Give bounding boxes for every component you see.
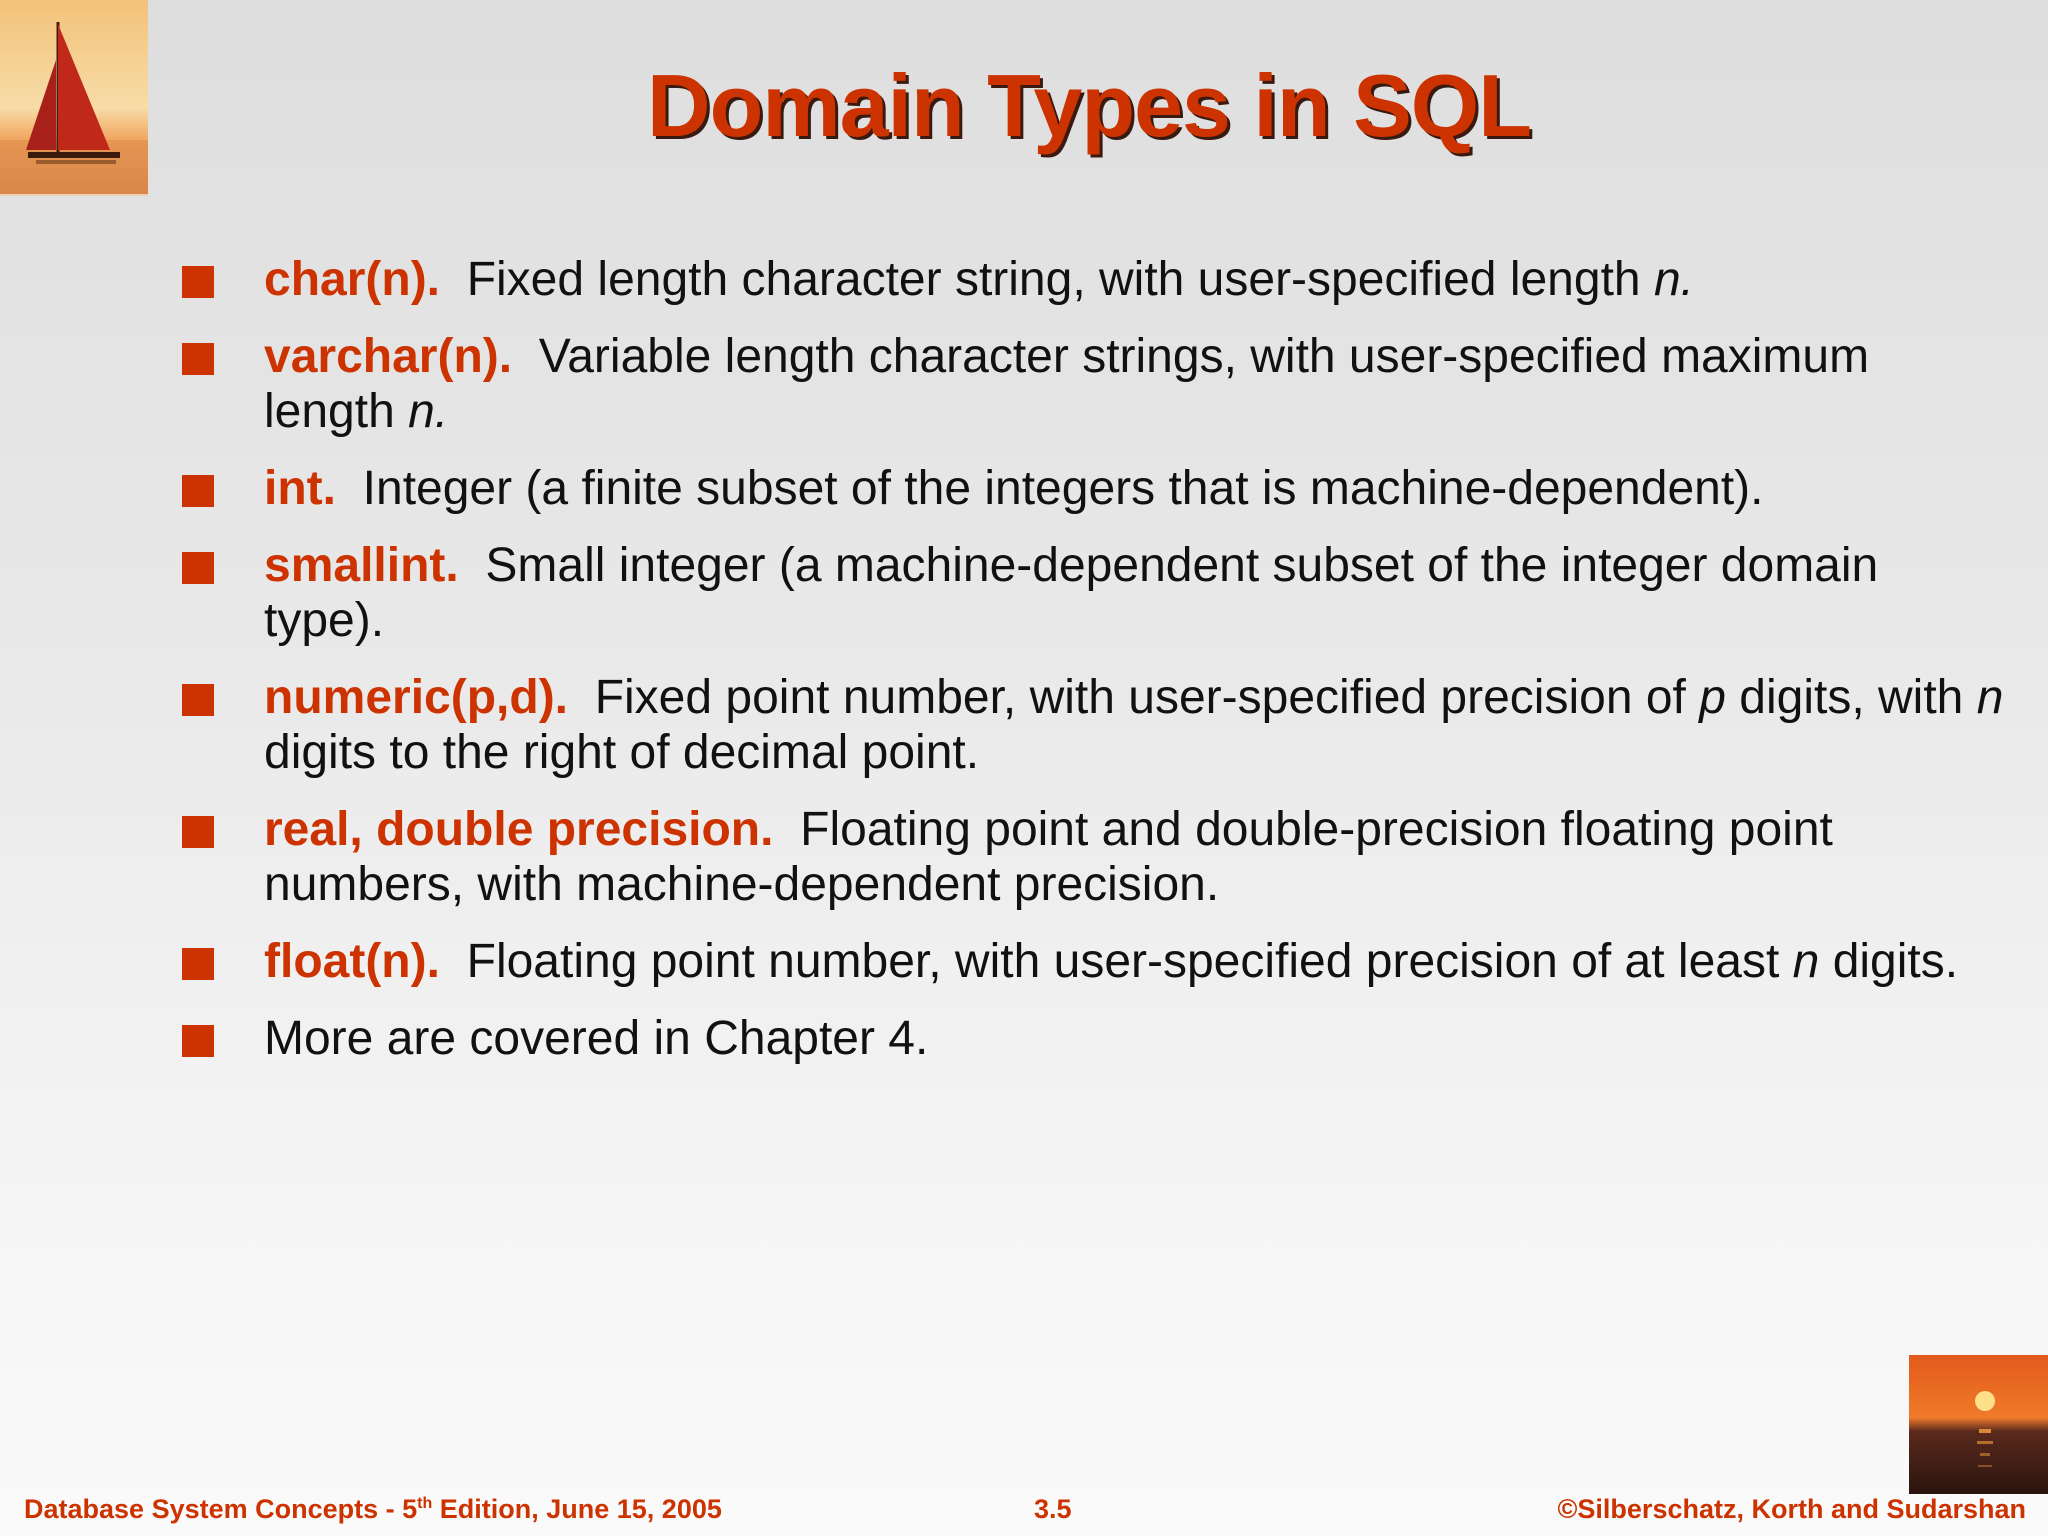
- square-bullet-icon: [182, 948, 214, 980]
- bullet-text: Fixed length character string, with user-specified length: [466, 253, 1654, 306]
- bullet-text-italic: n.: [408, 385, 449, 438]
- bullet-text: digits to the right of decimal point.: [264, 726, 980, 779]
- bullet-text: Variable length character strings, with user-specified maximum length: [264, 330, 1870, 438]
- square-bullet-icon: [182, 1025, 214, 1057]
- bullet-item-real: [180, 802, 2010, 912]
- bullet-text: Integer (a finite subset of the integers that is machine-dependent).: [362, 462, 1764, 515]
- bullet-text: Floating point and double-precision floating point numbers, with machine-dependent precision.: [264, 803, 1833, 911]
- bullet-item-numeric: [180, 670, 2010, 780]
- bullet-item-more: [180, 1011, 2010, 1066]
- square-bullet-icon: [182, 552, 214, 584]
- footer-course-title: Database System Concepts - 5: [24, 1494, 418, 1524]
- bullet-term: smallint.: [264, 539, 459, 592]
- bullet-term: char(n).: [264, 253, 441, 306]
- slide-title: Domain Types in SQL: [647, 56, 1531, 155]
- square-bullet-icon: [182, 266, 214, 298]
- footer-edition-sup: th: [417, 1495, 433, 1512]
- bullet-list: [180, 252, 2010, 1088]
- bullet-item-varchar: [180, 329, 2010, 439]
- bullet-text: Small integer (a machine-dependent subset of the integer domain type).: [264, 539, 1879, 647]
- bullet-text: digits, with: [1725, 671, 1977, 724]
- bullet-text: Floating point number, with user-specified precision of at least: [466, 935, 1793, 988]
- bullet-text: More are covered in Chapter 4.: [264, 1012, 929, 1065]
- bullet-item-smallint: [180, 538, 2010, 648]
- bullet-text: Fixed point number, with user-specified precision of: [594, 671, 1700, 724]
- bullet-text-italic: p: [1699, 671, 1726, 724]
- square-bullet-icon: [182, 475, 214, 507]
- footer-copyright: ©Silberschatz, Korth and Sudarshan: [1557, 1494, 2026, 1524]
- bullet-term: float(n).: [264, 935, 440, 988]
- bullet-item-int: [180, 461, 2010, 516]
- bullet-text: digits.: [1819, 935, 1959, 988]
- bullet-text-italic: n: [1792, 935, 1820, 988]
- sunset-photo: [1909, 1355, 2048, 1494]
- footer-course-info: [24, 1492, 722, 1526]
- footer-page-number: 3.5: [1034, 1494, 1072, 1524]
- bullet-item-char: [180, 252, 2010, 307]
- footer-edition-date: Edition, June 15, 2005: [432, 1494, 722, 1524]
- square-bullet-icon: [182, 684, 214, 716]
- square-bullet-icon: [182, 343, 214, 375]
- bullet-item-float: [180, 934, 2010, 989]
- bullet-term: varchar(n).: [264, 330, 513, 383]
- bullet-term: int.: [264, 462, 336, 515]
- bullet-text-italic: n.: [1653, 253, 1694, 306]
- bullet-text-italic: n: [1976, 671, 2004, 724]
- square-bullet-icon: [182, 816, 214, 848]
- bullet-term: real, double precision.: [264, 803, 774, 856]
- bullet-term: numeric(p,d).: [264, 671, 569, 724]
